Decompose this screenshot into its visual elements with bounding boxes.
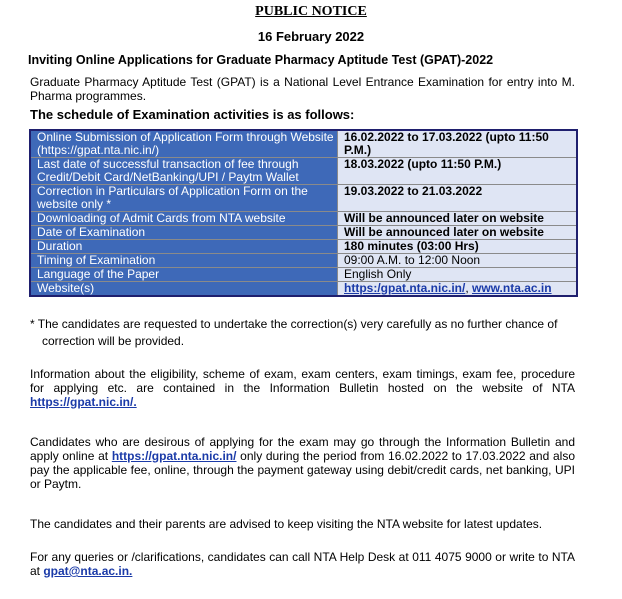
row-label: Language of the Paper	[30, 268, 338, 282]
table-row	[30, 226, 577, 240]
table-row	[30, 185, 577, 212]
note-line: correction will be provided.	[42, 334, 185, 348]
table-row	[30, 282, 577, 297]
row-label: Correction in Particulars of Application Form on the website only *	[30, 185, 338, 212]
row-label: Online Submission of Application Form through Website (https://gpat.nta.nic.in/)	[30, 130, 338, 158]
info-bulletin-link[interactable]: https://gpat.nic.in/.	[30, 395, 137, 409]
info-text: Information about the eligibility, scheme of exam, exam centers, exam timings, exam fee, procedure for applying etc. are contained in the Information Bulletin hosted on the website of NTA	[30, 367, 575, 395]
row-label: Date of Examination	[30, 226, 338, 240]
email-link[interactable]: gpat@nta.ac.in.	[43, 564, 133, 578]
schedule-heading: The schedule of Examination activities is as follows:	[30, 107, 355, 122]
table-row	[30, 212, 577, 226]
row-value: 16.02.2022 to 17.03.2022 (upto 11:50 P.M.)	[338, 130, 578, 158]
apply-paragraph	[30, 435, 575, 491]
link-separator: ,	[465, 281, 472, 295]
row-label: Downloading of Admit Cards from NTA website	[30, 212, 338, 226]
row-value: 19.03.2022 to 21.03.2022	[338, 185, 578, 212]
row-value: 180 minutes (03:00 Hrs)	[338, 240, 578, 254]
row-label: Timing of Examination	[30, 254, 338, 268]
apply-online-link[interactable]: https://gpat.nta.nic.in/	[111, 449, 237, 463]
table-row	[30, 130, 577, 158]
apply-text-cont: only during the period from 16.02.2022 to 17.03.2022 and also pay the applicable fee, online, through the payment gateway using debit/credit cards, net banking, UPI or Paytm.	[30, 449, 575, 491]
notice-date: 16 February 2022	[257, 29, 365, 44]
helpdesk-text: For any queries or /clarifications, candidates can call NTA Help Desk at 011 4075 9000 or write to NTA at	[30, 550, 575, 578]
correction-note	[30, 316, 575, 350]
updates-paragraph: The candidates and their parents are advised to keep visiting the NTA website for latest updates.	[30, 517, 543, 531]
table-row	[30, 240, 577, 254]
row-value: 18.03.2022 (upto 11:50 P.M.)	[338, 158, 578, 185]
table-row	[30, 268, 577, 282]
row-value: 09:00 A.M. to 12:00 Noon	[338, 254, 578, 268]
notice-heading: Inviting Online Applications for Graduate Pharmacy Aptitude Test (GPAT)-2022	[28, 53, 494, 67]
apply-text: Candidates who are desirous of applying for the exam may go through the Information Bulletin and apply online at	[30, 435, 575, 463]
row-label: Duration	[30, 240, 338, 254]
row-label: Last date of successful transaction of fee through Credit/Debit Card/NetBanking/UPI / Paytm Wallet	[30, 158, 338, 185]
info-paragraph	[30, 367, 575, 409]
nta-website-link[interactable]: www.nta.ac.in	[472, 281, 552, 295]
website-links	[338, 282, 578, 297]
note-line: * The candidates are requested to undertake the correction(s) very carefully as no further chance of	[30, 317, 558, 331]
helpdesk-paragraph	[30, 550, 575, 578]
table-row	[30, 158, 577, 185]
gpat-website-link[interactable]: https:/gpat.nta.nic.in/	[344, 281, 466, 295]
notice-title: PUBLIC NOTICE	[255, 4, 367, 19]
intro-paragraph: Graduate Pharmacy Aptitude Test (GPAT) is a National Level Entrance Examination for entry into M. Pharma programmes.	[30, 75, 575, 103]
row-value: Will be announced later on website	[338, 226, 578, 240]
row-value: English Only	[338, 268, 578, 282]
table-row	[30, 254, 577, 268]
schedule-table	[29, 129, 578, 297]
row-label: Website(s)	[30, 282, 338, 297]
row-value: Will be announced later on website	[338, 212, 578, 226]
